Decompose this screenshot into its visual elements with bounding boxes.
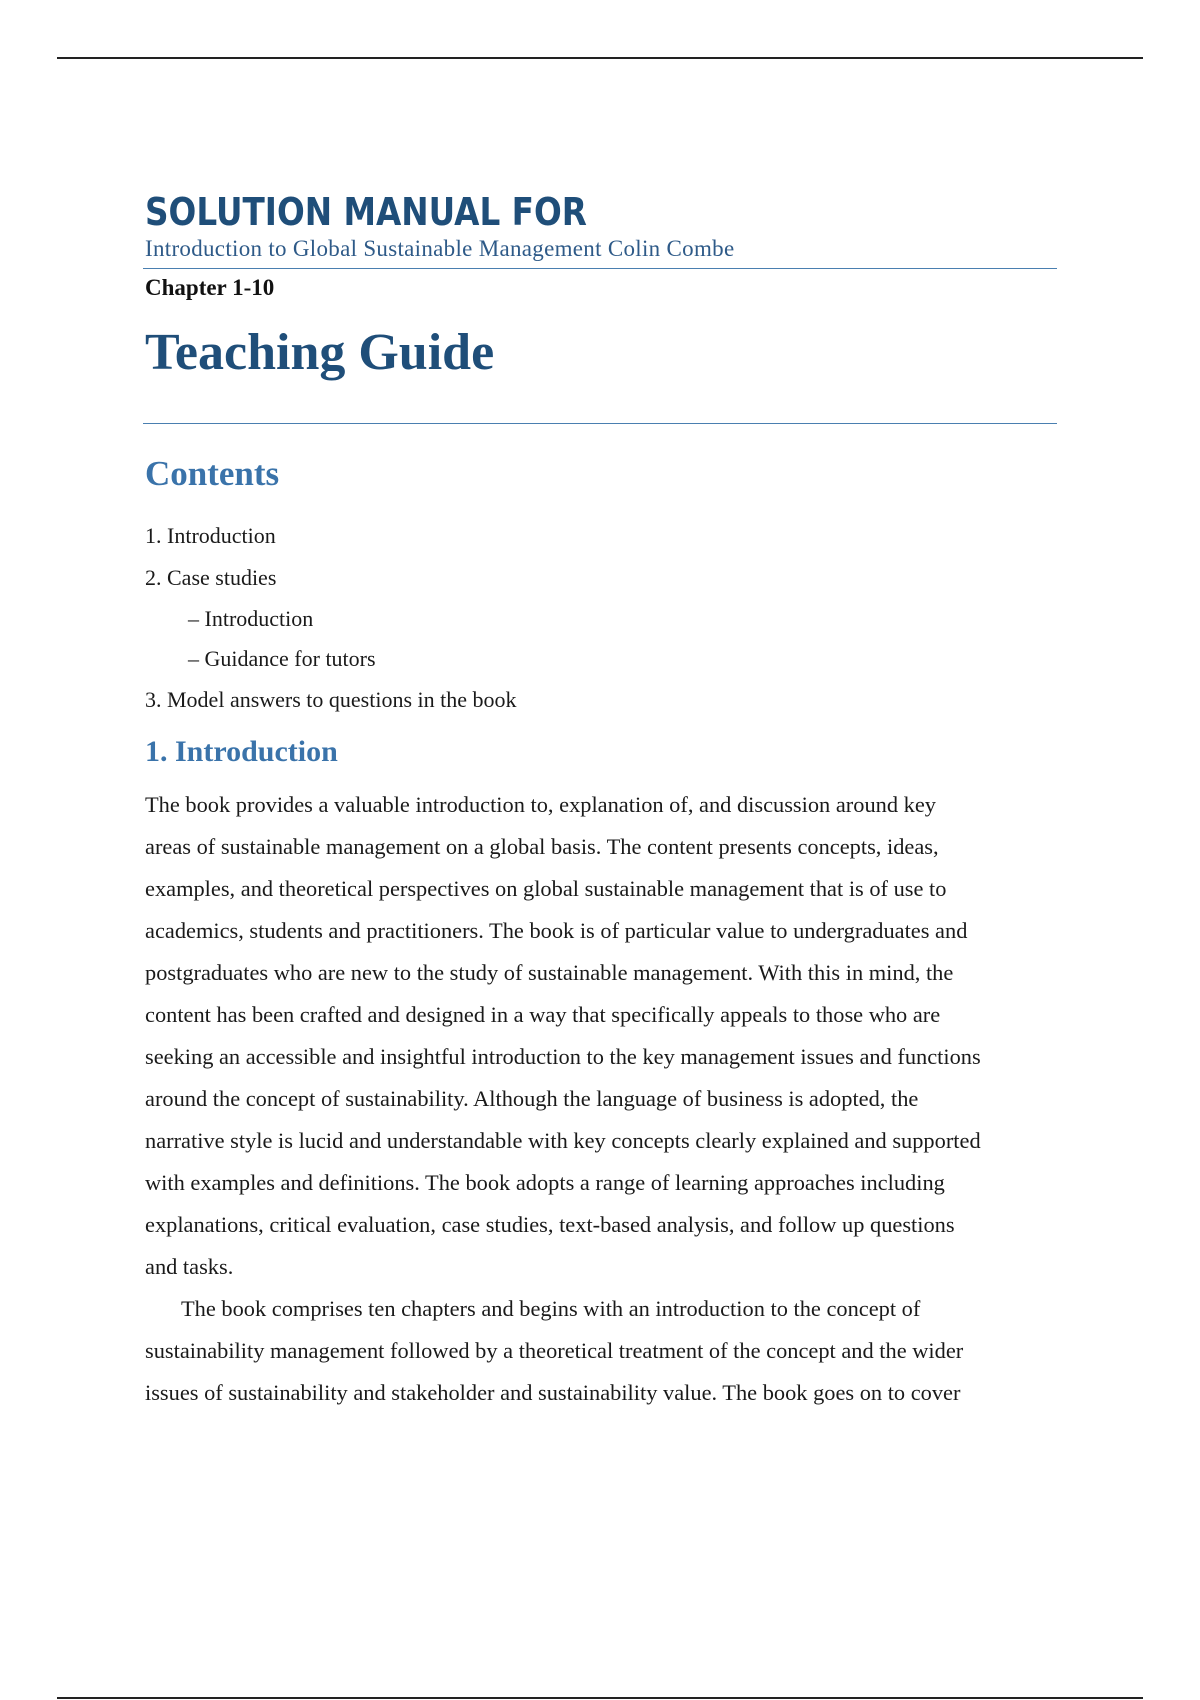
toc-item-model-answers: 3. Model answers to questions in the book	[145, 687, 517, 712]
paragraph-line: sustainability management followed by a theoretical treatment of the concept and the wider	[145, 1338, 964, 1363]
introduction-paragraph-1	[145, 784, 1057, 1288]
paragraph-line: explanations, critical evaluation, case studies, text-based analysis, and follow up questions	[145, 1212, 955, 1237]
page-bottom-rule	[57, 1697, 1143, 1699]
introduction-paragraph-2	[145, 1288, 1057, 1414]
chapter-label: Chapter 1-10	[145, 275, 275, 300]
paragraph-line: issues of sustainability and stakeholder and sustainability value. The book goes on to cover	[145, 1380, 961, 1405]
paragraph-line: areas of sustainable management on a global basis. The content presents concepts, ideas,	[145, 834, 939, 859]
paragraph-line: with examples and definitions. The book adopts a range of learning approaches including	[145, 1170, 945, 1195]
toc-item-introduction: 1. Introduction	[145, 523, 276, 548]
toc-subitem-introduction: – Introduction	[188, 606, 314, 631]
paragraph-line: academics, students and practitioners. The book is of particular value to undergraduates and	[145, 918, 968, 943]
document-title: SOLUTION MANUAL FOR	[145, 190, 587, 234]
table-of-contents	[145, 515, 1057, 721]
paragraph-line: and tasks.	[145, 1254, 234, 1279]
toc-item-case-studies: 2. Case studies	[145, 565, 277, 590]
section-heading-introduction: 1. Introduction	[145, 735, 338, 768]
document-subtitle: Introduction to Global Sustainable Management Colin Combe	[145, 236, 735, 261]
toc-subitem-guidance-for-tutors: – Guidance for tutors	[188, 646, 376, 671]
paragraph-line: around the concept of sustainability. Although the language of business is adopted, the	[145, 1086, 919, 1111]
title-divider	[143, 268, 1057, 269]
document-page	[145, 190, 1057, 1414]
paragraph-line: seeking an accessible and insightful introduction to the key management issues and functions	[145, 1044, 981, 1069]
guide-divider	[143, 423, 1057, 424]
page-top-rule	[57, 57, 1143, 59]
paragraph-line: narrative style is lucid and understandable with key concepts clearly explained and supported	[145, 1128, 981, 1153]
paragraph-line: The book comprises ten chapters and begins with an introduction to the concept of	[181, 1296, 921, 1321]
paragraph-line: The book provides a valuable introduction to, explanation of, and discussion around key	[145, 792, 936, 817]
paragraph-line: postgraduates who are new to the study of sustainable management. With this in mind, the	[145, 960, 954, 985]
paragraph-line: examples, and theoretical perspectives on global sustainable management that is of use to	[145, 876, 947, 901]
paragraph-line: content has been crafted and designed in a way that specifically appeals to those who are	[145, 1002, 941, 1027]
guide-title: Teaching Guide	[145, 324, 495, 381]
contents-heading: Contents	[145, 454, 280, 493]
